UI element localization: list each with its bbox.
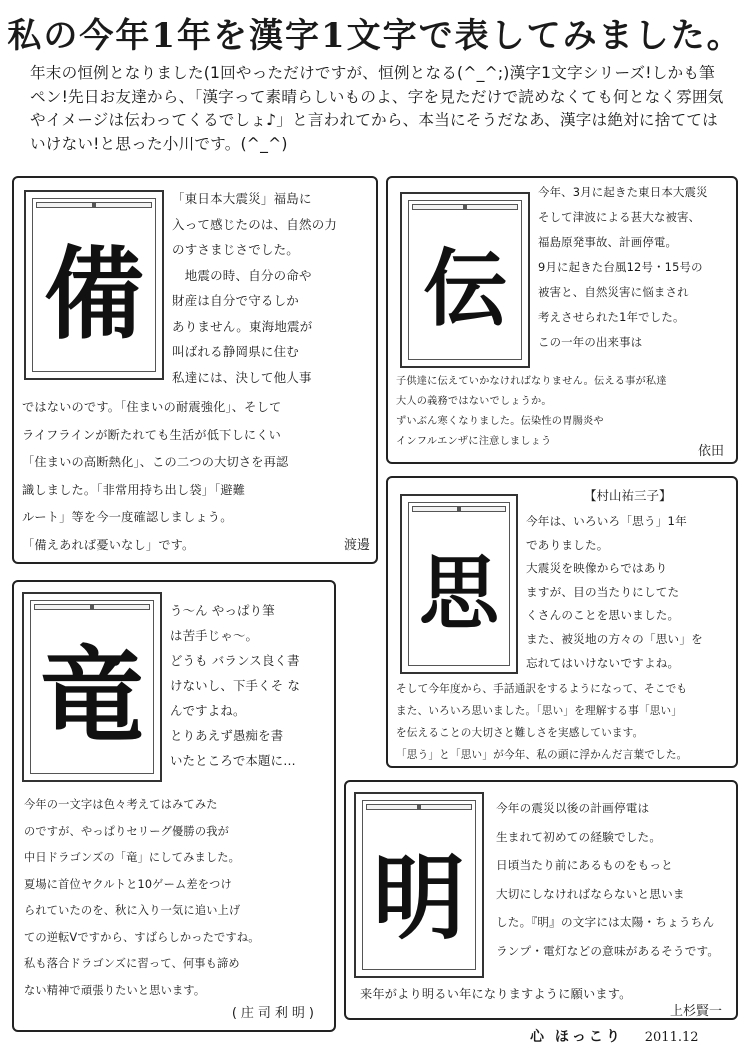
panel-text-top: う～ん やっぱり筆 は苦手じゃ～。 どうも バランス良く書 けないし、下手くそ な んですよね。 とりあえず愚痴を書 いたところで本題に… [170,603,301,768]
panel-text-bottom: 来年がより明るい年になりますように願います。 [360,987,632,1001]
panel-text-bottom: ではないのです。「住まいの耐震強化」、そして ライフラインが断たれても生活が低下しにくい 「住まいの高断熱化」、この二つの大切さを再認 識しました。「非常用持ち出し袋」「避難 ルート」等を今一度確認しましょう。 「備えあれば憂いなし」です。 [22,400,289,552]
kanji-scroll-frame [354,792,484,978]
kanji-character: 思 [419,546,499,640]
panel-den [386,176,738,464]
panel-ryu [12,580,336,1032]
kanji-character: 明 [372,844,465,952]
footer-title: 心 ほっこり [530,1029,623,1045]
footer-date: 2011.12 [644,1030,699,1045]
panel-text-bottom: そして今年度から、手話通訳をするようになって、そこでも また、いろいろ思いました。「思い」を理解する事「思い」 を伝えることの大切さと難しさを実感しています。 「思う」と「思い」が今年、私の頭に浮かんだ言葉でした。 [396,683,688,761]
scroll-rod-icon [366,804,472,810]
panel-sonae [12,176,378,564]
scroll-rod-icon [36,202,152,208]
panel-text-top: 今年の震災以後の計画停電は 生まれて初めての経験でした。 日頃当たり前にあるものをもっと 大切にしなければならないと思いま した。『明』の文字には太陽・ちょうちん ランプ・電灯などの意味があるそうです。 [496,801,720,958]
panel-text-bottom: 子供達に伝えていかなければなりません。伝える事が私達 大人の義務ではないでしょうか。 ずいぶん寒くなりました。伝染性の胃腸炎や インフルエンザに注意しましょう [396,376,667,447]
kanji-scroll-frame [24,190,164,380]
kanji-character: 伝 [422,239,507,338]
signature: (庄司利明) [231,1006,318,1021]
intro-paragraph: 年末の恒例となりました(1回やっただけですが、恒例となる(^_^;)漢字1文字シリーズ!しかも筆ペン!先日お友達から、「漢字って素晴らしいものよ、字を見ただけで読めなくても何となく雰囲気やイメージは伝わってくるでしょ♪」と言われてから、本当にそうだなあ、漢字は絶対に捨ててはいけない!と思った小川です。(^_^) [30,64,724,153]
page-title: 私の今年1年を漢字1文字で表してみました。 [7,16,743,56]
panel-text-top: 今年は、いろいろ「思う」1年 でありました。 大震災を映像からではあり ますが、目の当たりにしてた くさんのことを思いました。 また、被災地の方々の「思い」を 忘れてはいけないですよね。 [526,514,703,670]
kanji-character: 備 [44,235,144,353]
signature: 渡邊 [343,538,370,553]
scroll-rod-icon [412,204,518,210]
kanji-scroll-frame [22,592,162,782]
panel-text-top: 今年、3月に起きた東日本大震災 そして津波による甚大な被害、 福島原発事故、計画停電。 9月に起きた台風12号・15号の 被害と、自然災害に悩まされ 考えさせられた1年でした。 この一年の出来事は [538,185,708,349]
kanji-scroll-frame [400,192,530,368]
panel-text-top: 「東日本大震災」福島に 入って感じたのは、自然の力 のすさまじさでした。 地震の時、自分の命や 財産は自分で守るしか ありません。東海地震が 叫ばれる静岡県に住む 私達には、決して他人事 [172,191,338,385]
footer [530,1026,730,1046]
panel-mei [344,780,738,1020]
panel-omou [386,476,738,768]
panel-text-bottom: 今年の一文字は色々考えてはみてみた のですが、やっぱりセリーグ優勝の我が 中日ドラゴンズの「竜」にしてみました。 夏場に首位ヤクルトと10ゲーム差をつけ られていたのを、秋に入り一気に追い上げ ての逆転Vですから、すばらしかったですね。 私も落合ドラゴンズに習って、何事も諦め ない精神で頑張りたいと思います。 [24,798,260,997]
scroll-rod-icon [412,506,506,512]
scroll-rod-icon [34,604,150,610]
signature: 依田 [697,444,724,459]
signature: 上杉賢一 [669,1004,722,1019]
kanji-scroll-frame [400,494,518,674]
kanji-character: 竜 [39,634,144,757]
author-name: 【村山祐三子】 [584,488,672,503]
